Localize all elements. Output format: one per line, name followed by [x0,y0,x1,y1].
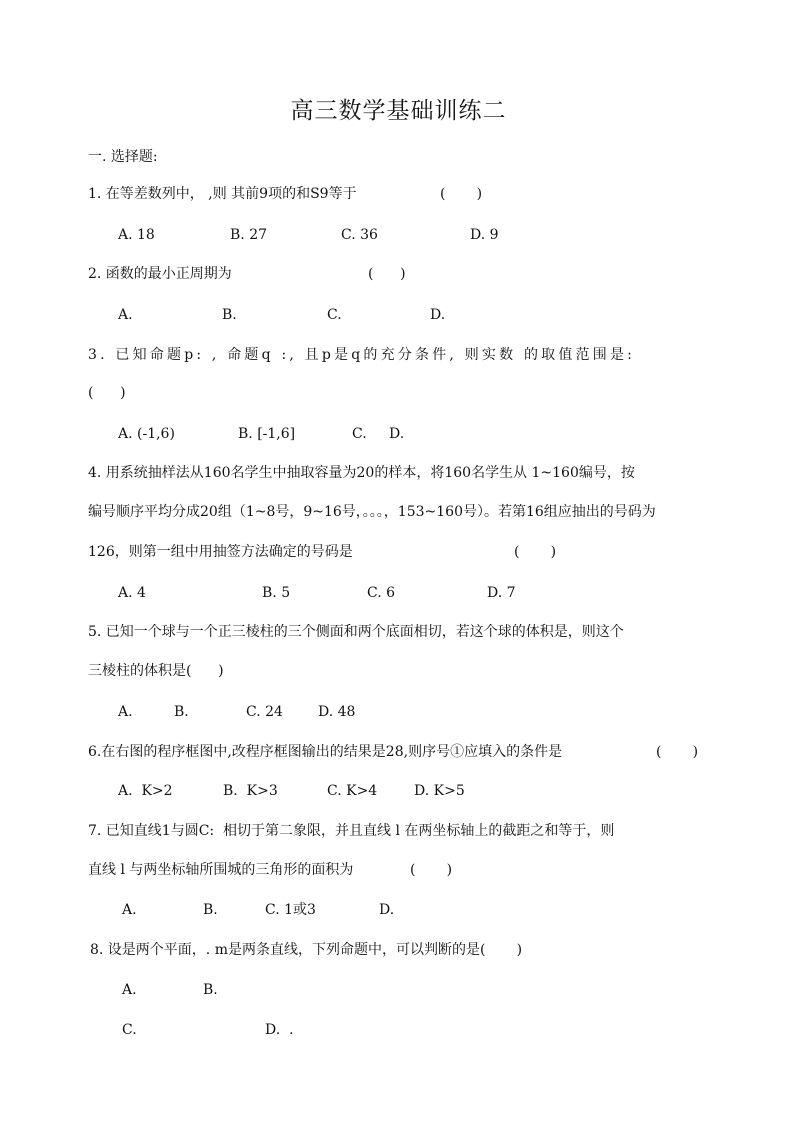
question-7-option-b: B. [203,902,218,918]
question-3-answer-paren: ( ) [88,385,126,401]
question-3-option-b: B. [-1,6] [238,426,296,442]
question-4-line-1: 4. 用系统抽样法从160名学生中抽取容量为20的样本，将160名学生从 1~160编号，按 [88,465,635,481]
question-4-option-b: B. 5 [262,585,291,601]
question-8-option-c: C. [122,1022,137,1038]
question-3-option-c: C. [352,426,367,442]
question-5-line-2: 三棱柱的体积是( ) [88,663,224,679]
question-4-line-3: 126，则第一组中用抽签方法确定的号码是 [88,544,353,560]
question-7-option-c: C. 1或3 [265,902,316,918]
question-7-answer-paren: ( ) [410,862,453,878]
question-1-option-d: D. 9 [470,227,499,243]
question-4-option-d: D. 7 [487,585,516,601]
question-8-option-d: D. . [265,1022,294,1038]
question-4-answer-paren: ( ) [514,544,557,560]
question-5-line-1: 5. 已知一个球与一个正三棱柱的三个侧面和两个底面相切，若这个球的体积是，则这个 [88,624,624,640]
question-6-option-d: D. K>5 [414,783,465,799]
question-8-option-a: A. [122,982,137,998]
question-5-option-a: A. [118,704,133,720]
question-6-option-c: C. K>4 [327,783,378,799]
question-2-answer-paren: ( ) [368,266,406,282]
question-1-option-b: B. 27 [230,227,268,243]
question-5-option-c: C. 24 [246,704,283,720]
question-2-option-a: A. [118,307,133,323]
question-2-option-c: C. [327,307,342,323]
question-3-option-a: A. (-1,6) [118,426,175,442]
question-1-option-c: C. 36 [341,227,378,243]
question-7-line-2: 直线 l 与两坐标轴所围城的三角形的面积为 [88,862,354,878]
question-8-stem: 8. 设是两个平面，. m是两条直线，下列命题中，可以判断的是( ) [90,942,523,958]
question-7-option-a: A. [122,902,137,918]
question-3-option-d: D. [389,426,405,442]
question-6-option-a: A. K>2 [118,783,173,799]
question-8-option-b: B. [203,982,218,998]
question-5-option-b: B. [174,704,189,720]
question-1-answer-paren: ( ) [440,186,483,202]
question-6-stem: 6.在右图的程序框图中,改程序框图输出的结果是28,则序号①应填入的条件是 [88,744,563,760]
question-4-option-c: C. 6 [367,585,396,601]
section-heading: 一. 选择题: [88,149,158,165]
document-title: 高三数学基础训练二 [290,98,507,124]
question-1-stem: 1. 在等差数列中， ,则 其前9项的和S9等于 [88,186,357,202]
question-2-option-b: B. [222,307,237,323]
question-6-answer-paren: ( ) [656,744,699,760]
question-5-option-d: D. 48 [318,704,356,720]
question-4-line-2: 编号顺序平均分成20组（1~8号，9~16号，。。。，153~160号）。若第16组应抽出的号码为 [88,504,656,520]
question-2-option-d: D. [430,307,446,323]
question-3-stem: 3. 已知命题p: , 命题q :, 且p是q的充分条件, 则实数 的取值范围是: [88,347,636,363]
question-2-stem: 2. 函数的最小正周期为 [88,266,232,282]
question-4-option-a: A. 4 [118,585,146,601]
question-1-option-a: A. 18 [118,227,155,243]
question-6-option-b: B. K>3 [223,783,278,799]
question-7-option-d: D. [379,902,395,918]
question-7-line-1: 7. 已知直线1与圆C: 相切于第二象限，并且直线 l 在两坐标轴上的截距之和等于，则 [88,823,615,839]
